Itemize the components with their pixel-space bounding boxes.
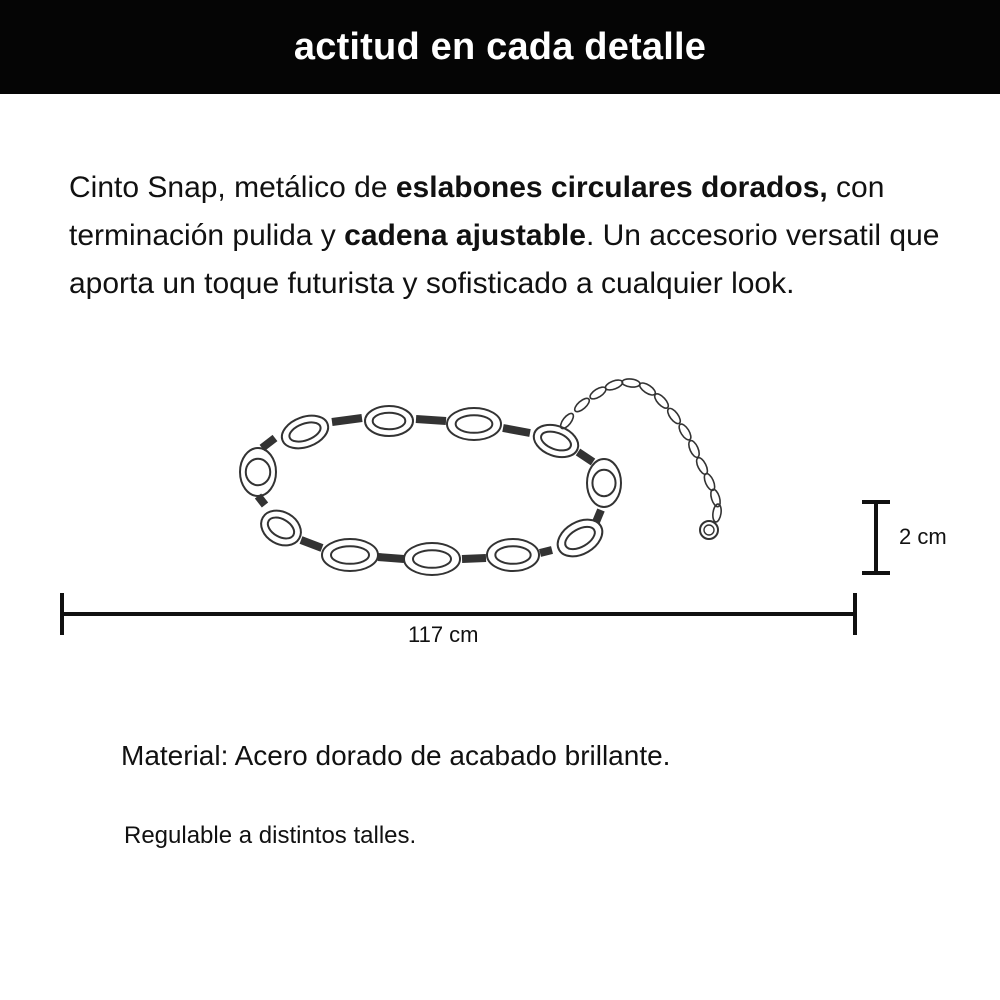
belt-link xyxy=(277,410,332,455)
material-spec: Material: Acero dorado de acabado brillante. xyxy=(121,740,671,771)
product-description xyxy=(69,164,959,308)
belt-link-hole xyxy=(331,546,369,564)
description-text-2: con terminación pulida y xyxy=(69,171,885,252)
chain-link xyxy=(573,396,592,414)
description-text-1: Cinto Snap, metálico de xyxy=(69,171,396,204)
belt-link-hole xyxy=(592,470,615,496)
belt-connector xyxy=(596,510,601,522)
description-bold-1: eslabones circulares dorados, xyxy=(395,171,828,204)
chain-link xyxy=(558,411,575,430)
description-text-3: . Un accesorio versatil que aporta un toque futurista y sofisticado a cualquier look. xyxy=(69,219,940,300)
chain-link xyxy=(622,378,641,388)
belt-link-hole xyxy=(495,546,530,564)
belt-connector xyxy=(416,419,446,421)
belt-link-hole xyxy=(413,550,451,568)
width-label: 117 cm xyxy=(408,622,479,647)
belt-connector xyxy=(578,452,593,462)
belt-connector xyxy=(258,496,265,505)
belt-connector xyxy=(332,418,362,422)
belt-connector xyxy=(301,540,322,548)
chain-link xyxy=(687,439,702,459)
belt-connector xyxy=(378,557,404,559)
chain-link xyxy=(677,422,693,442)
belt-link xyxy=(255,504,307,553)
chain-end-ring xyxy=(700,521,718,539)
chain-link xyxy=(665,406,682,425)
chain-link xyxy=(604,378,624,392)
belt-link xyxy=(529,419,582,463)
chain-link xyxy=(652,392,670,411)
adjustable-spec: Regulable a distintos talles. xyxy=(124,822,417,849)
height-dimension-line xyxy=(862,502,890,573)
belt-connector xyxy=(540,550,552,553)
belt-connector xyxy=(262,438,275,448)
belt-link-hole xyxy=(538,428,573,454)
belt-chain-drawing xyxy=(240,378,722,575)
header-banner xyxy=(0,0,1000,94)
chain-end-ring-inner xyxy=(704,525,714,535)
belt-link-hole xyxy=(456,415,493,433)
belt-link-hole xyxy=(373,413,406,430)
height-label: 2 cm xyxy=(899,524,947,549)
belt-connector xyxy=(503,428,530,433)
header-title: actitud en cada detalle xyxy=(293,25,707,68)
belt-connector xyxy=(462,558,486,559)
description-bold-2: cadena ajustable xyxy=(344,219,586,252)
belt-illustration xyxy=(0,360,1000,660)
belt-link-hole xyxy=(246,459,270,485)
